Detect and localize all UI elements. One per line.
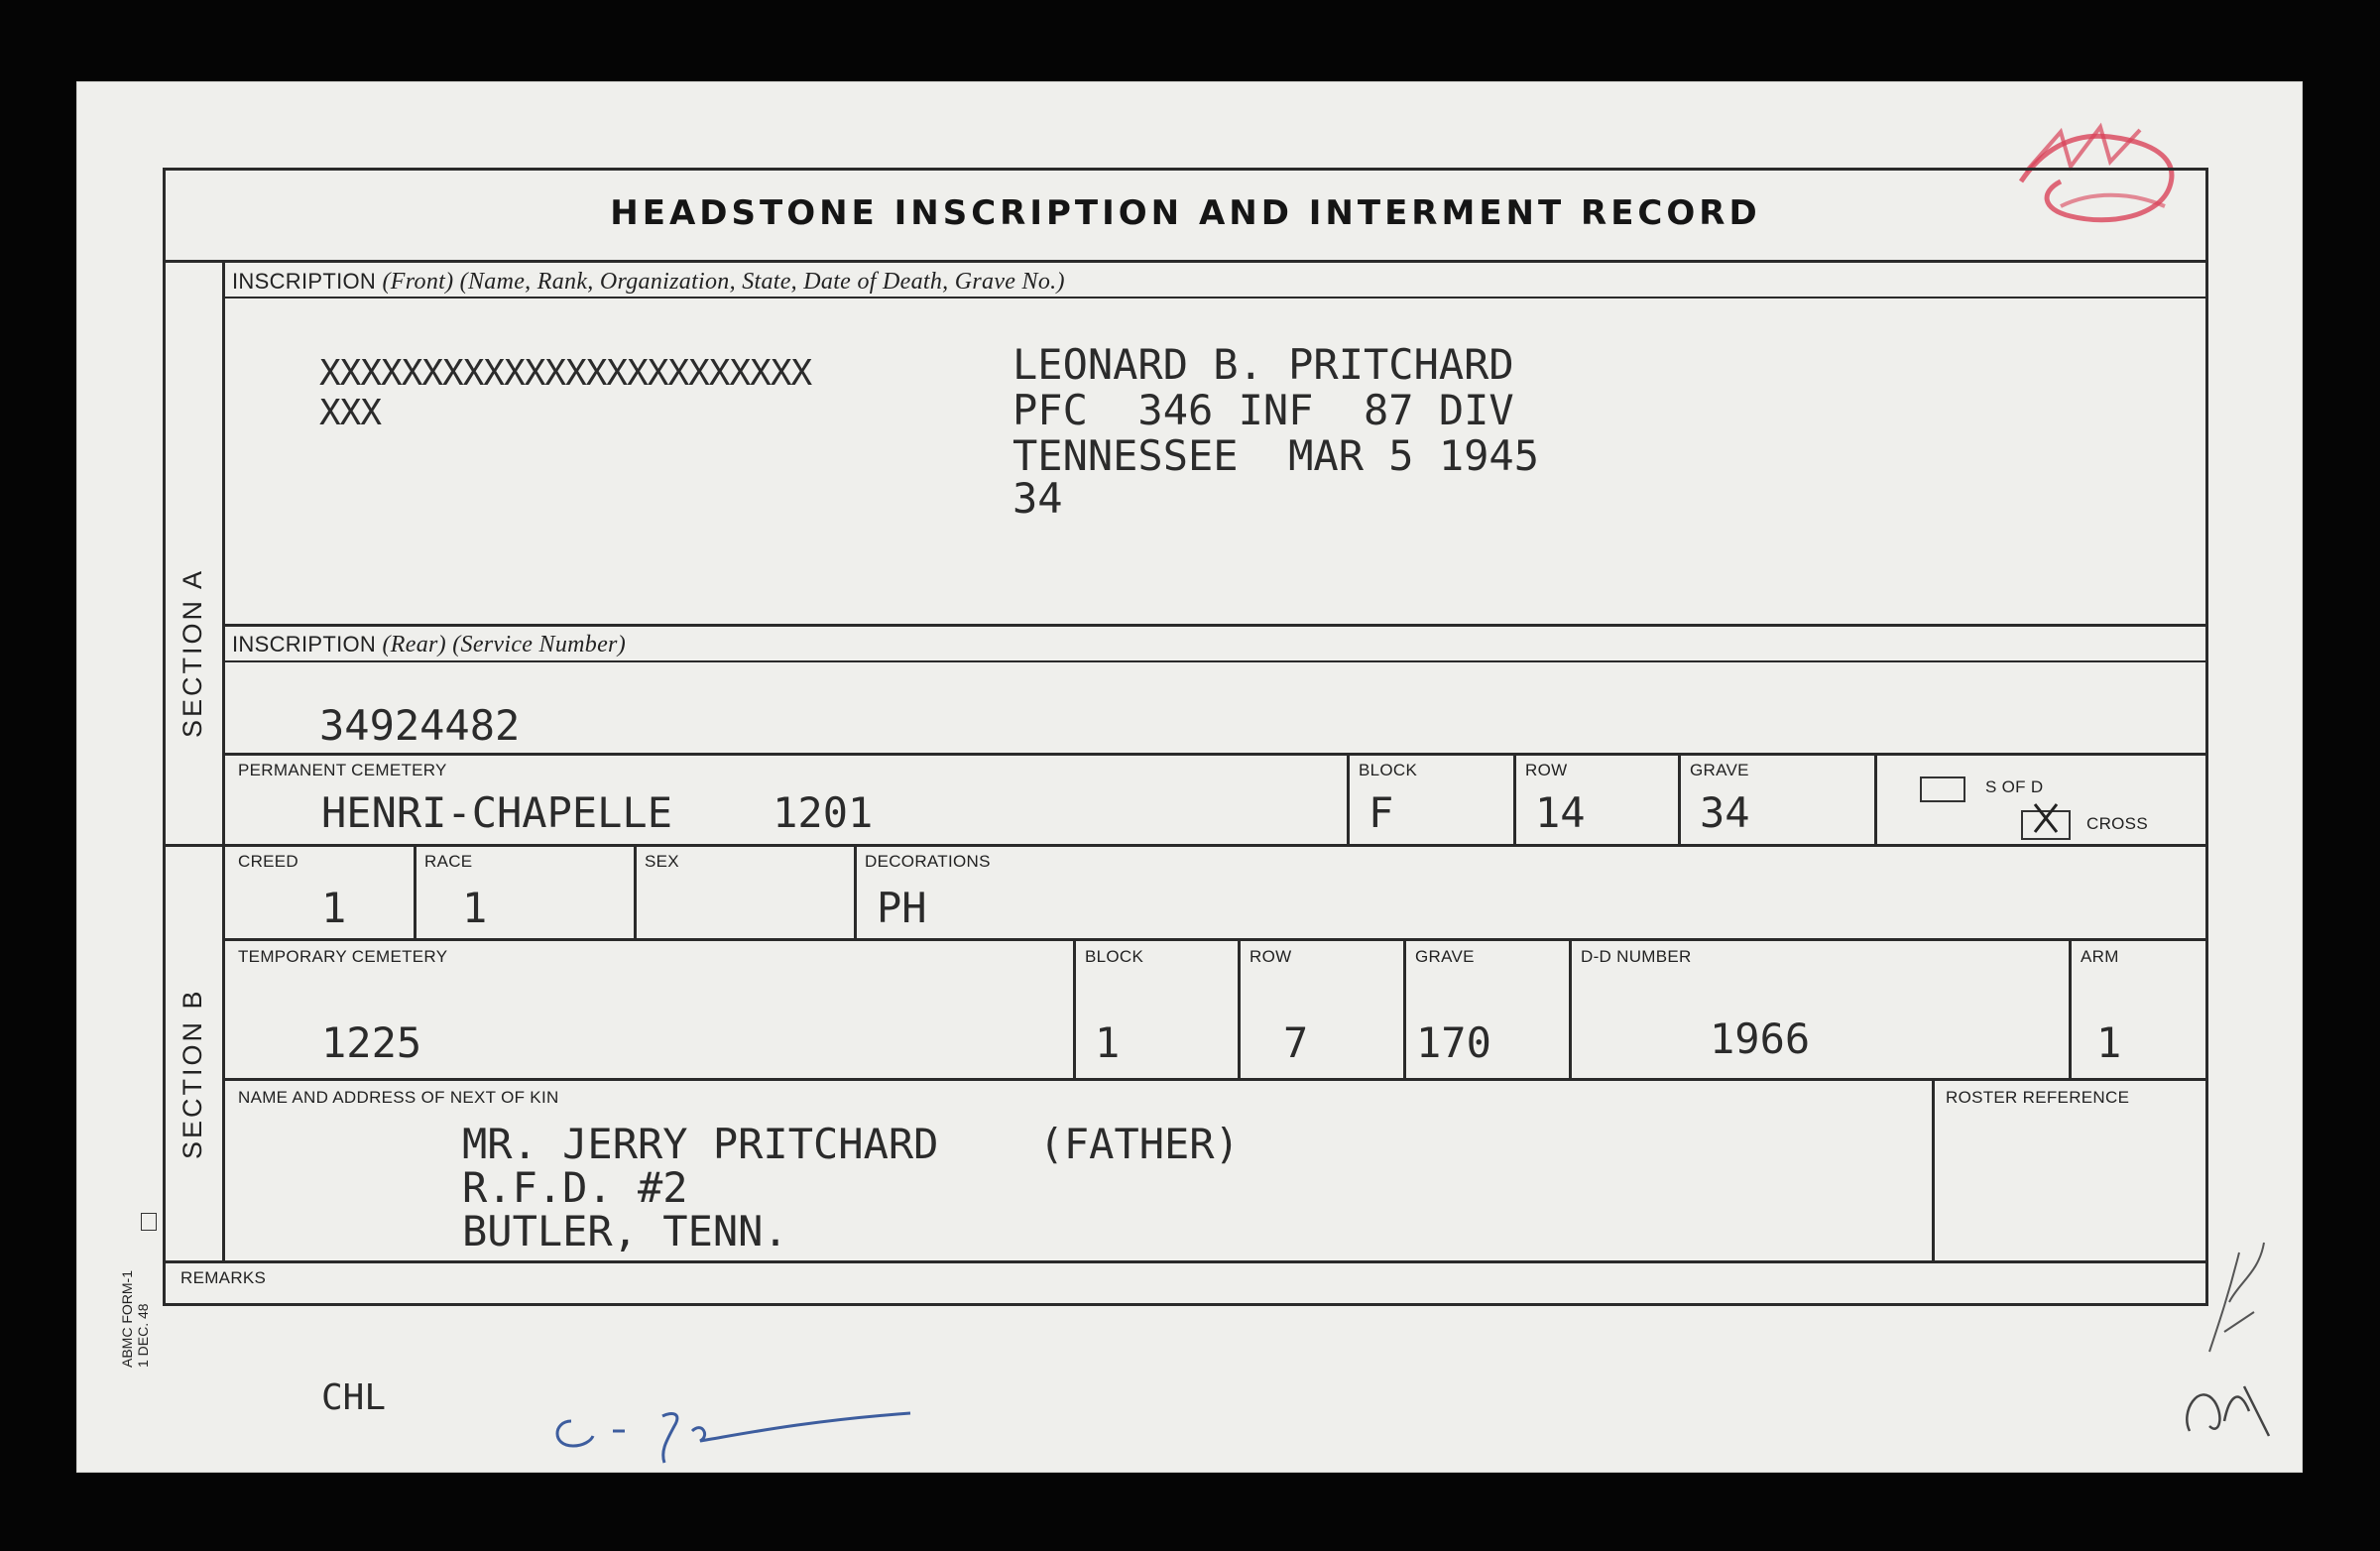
form-number <box>119 1270 151 1368</box>
block-label: BLOCK <box>1359 761 1418 779</box>
roster-reference-label: ROSTER REFERENCE <box>1946 1088 2130 1107</box>
struck-text-line1: XXXXXXXXXXXXXXXXXXXXXXXX <box>319 353 812 394</box>
form-corner-box <box>141 1213 157 1231</box>
next-of-kin-label: NAME AND ADDRESS OF NEXT OF KIN <box>238 1088 559 1107</box>
block-value: F <box>1368 788 1394 837</box>
decorations-label: DECORATIONS <box>865 852 991 871</box>
blue-ink-initials <box>543 1391 920 1471</box>
temp-block-value: 1 <box>1095 1018 1121 1067</box>
cross-label: CROSS <box>2086 814 2148 833</box>
temporary-cemetery-label: TEMPORARY CEMETERY <box>238 947 448 966</box>
s-of-d-checkbox[interactable] <box>1920 776 1965 802</box>
check-x-mark-icon <box>2023 800 2069 836</box>
arm-label: ARM <box>2081 947 2119 966</box>
permanent-cemetery-value: HENRI-CHAPELLE 1201 <box>321 788 874 837</box>
front-inscription-line2: PFC 346 INF 87 DIV <box>1012 386 1514 434</box>
race-label: RACE <box>424 852 473 871</box>
front-inscription-line1: LEONARD B. PRITCHARD <box>1012 340 1514 389</box>
rear-inscription-label-prefix: INSCRIPTION <box>232 632 377 656</box>
grave-value: 34 <box>1700 788 1750 837</box>
record-card <box>76 81 2303 1473</box>
form-number-line2: 1 DEC. 48 <box>135 1303 151 1368</box>
typed-code-below: CHL <box>321 1377 387 1418</box>
front-inscription-line3: TENNESSEE MAR 5 1945 <box>1012 431 1540 480</box>
s-of-d-label: S OF D <box>1985 777 2044 796</box>
sex-label: SEX <box>645 852 679 871</box>
temp-block-label: BLOCK <box>1085 947 1144 966</box>
race-value: 1 <box>462 884 488 932</box>
form-number-line1: ABMC FORM-1 <box>119 1270 135 1368</box>
section-a-label: SECTION A <box>178 567 207 738</box>
temp-row-value: 7 <box>1283 1018 1309 1067</box>
next-of-kin-line1: MR. JERRY PRITCHARD (FATHER) <box>462 1120 1240 1168</box>
creed-value: 1 <box>321 884 347 932</box>
row-value: 14 <box>1535 788 1586 837</box>
temp-row-label: ROW <box>1250 947 1292 966</box>
row-label: ROW <box>1525 761 1568 779</box>
rear-inscription-label-detail: (Rear) (Service Number) <box>382 632 626 657</box>
remarks-label: REMARKS <box>180 1268 267 1287</box>
front-inscription-label-prefix: INSCRIPTION <box>232 269 377 294</box>
front-inscription-line4: 34 <box>1012 474 1063 523</box>
service-number: 34924482 <box>319 701 521 750</box>
section-b-label: SECTION B <box>178 988 207 1159</box>
form-title: HEADSTONE INSCRIPTION AND INTERMENT RECORD <box>610 193 1761 233</box>
rear-inscription-label <box>232 632 626 658</box>
grave-label: GRAVE <box>1690 761 1749 779</box>
front-inscription-label-detail: (Front) (Name, Rank, Organization, State, Date of Death, Grave No.) <box>382 269 1065 295</box>
decorations-value: PH <box>877 884 927 932</box>
cross-checkbox[interactable] <box>2021 810 2071 840</box>
creed-label: CREED <box>238 852 299 871</box>
temporary-cemetery-value: 1225 <box>321 1018 422 1067</box>
temp-grave-label: GRAVE <box>1415 947 1475 966</box>
temp-grave-value: 170 <box>1416 1018 1491 1067</box>
pencil-marks <box>2170 1213 2279 1451</box>
next-of-kin-line2: R.F.D. #2 <box>462 1163 688 1212</box>
front-inscription-label <box>232 269 1065 296</box>
arm-value: 1 <box>2096 1018 2122 1067</box>
form-frame <box>163 168 2208 1306</box>
struck-text-line2: XXX <box>319 393 382 433</box>
dd-number-label: D-D NUMBER <box>1581 947 1692 966</box>
dd-number-value: 1966 <box>1710 1014 1811 1063</box>
permanent-cemetery-label: PERMANENT CEMETERY <box>238 761 447 779</box>
next-of-kin-line3: BUTLER, TENN. <box>462 1207 788 1255</box>
